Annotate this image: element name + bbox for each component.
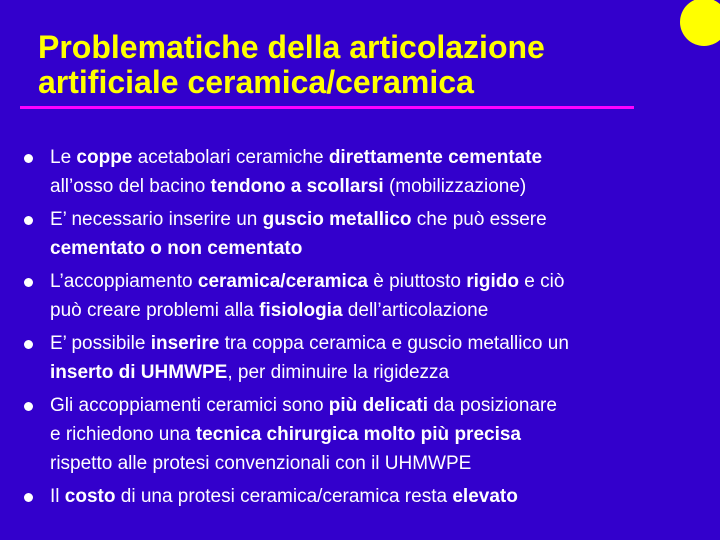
bullet-line	[50, 420, 712, 449]
bullet-emphasis: più delicati	[328, 395, 429, 416]
bullet-line	[50, 172, 712, 201]
bullet-text: rispetto alle protesi convenzionali con il UHMWPE	[50, 453, 472, 474]
bullet-emphasis: inserto di UHMWPE	[50, 362, 228, 383]
bullet-text: (mobilizzazione)	[383, 176, 527, 197]
title-underline-rule	[20, 106, 634, 109]
bullet-line	[50, 234, 712, 263]
bullet-text: acetabolari ceramiche	[132, 147, 329, 168]
bullet-emphasis: ceramica/ceramica	[197, 271, 368, 292]
bullet-text: L’accoppiamento	[50, 271, 198, 292]
bullet-emphasis: tecnica chirurgica molto più precisa	[195, 424, 521, 445]
bullet-text: e ciò	[519, 271, 565, 292]
bullet-line	[50, 205, 712, 234]
bullet-item	[22, 267, 712, 325]
slide-title-line-1: Problematiche della articolazione	[38, 29, 545, 65]
slide-title-line-2: artificiale ceramica/ceramica	[38, 64, 474, 100]
bullet-emphasis: rigido	[466, 271, 519, 292]
corner-circle-decoration	[680, 0, 720, 46]
bullet-text: Il	[50, 486, 65, 507]
bullet-emphasis: cementato o non cementato	[50, 238, 303, 259]
bullet-line	[50, 449, 712, 478]
bullet-line	[50, 296, 712, 325]
bullet-text: può creare problemi alla	[50, 300, 260, 321]
bullet-dot-icon	[24, 340, 33, 349]
bullet-list	[22, 143, 712, 515]
bullet-text: è piuttosto	[367, 271, 467, 292]
bullet-emphasis: costo	[64, 486, 116, 507]
bullet-line	[50, 358, 712, 387]
bullet-item	[22, 482, 712, 511]
bullet-text: E’ possibile	[50, 333, 151, 354]
bullet-line	[50, 482, 712, 511]
bullet-text: dell’articolazione	[342, 300, 489, 321]
bullet-emphasis: direttamente cementate	[328, 147, 543, 168]
bullet-text: di una protesi ceramica/ceramica resta	[115, 486, 453, 507]
bullet-line	[50, 143, 712, 172]
bullet-dot-icon	[24, 402, 33, 411]
slide-title	[38, 30, 658, 100]
bullet-dot-icon	[24, 154, 33, 163]
bullet-text: e richiedono una	[50, 424, 196, 445]
bullet-text: tra coppa ceramica e guscio metallico un	[219, 333, 569, 354]
bullet-text: all’osso del bacino	[50, 176, 211, 197]
bullet-emphasis: tendono a scollarsi	[210, 176, 384, 197]
bullet-item	[22, 329, 712, 387]
bullet-emphasis: guscio metallico	[262, 209, 412, 230]
bullet-text: E’ necessario inserire un	[50, 209, 263, 230]
bullet-dot-icon	[24, 493, 33, 502]
bullet-text: Le	[50, 147, 77, 168]
bullet-item	[22, 391, 712, 478]
bullet-dot-icon	[24, 278, 33, 287]
bullet-text: Gli accoppiamenti ceramici sono	[50, 395, 329, 416]
bullet-item	[22, 205, 712, 263]
bullet-text: che può essere	[411, 209, 547, 230]
bullet-emphasis: coppe	[76, 147, 133, 168]
bullet-line	[50, 267, 712, 296]
bullet-dot-icon	[24, 216, 33, 225]
bullet-text: da posizionare	[428, 395, 557, 416]
bullet-emphasis: elevato	[452, 486, 518, 507]
bullet-item	[22, 143, 712, 201]
bullet-text: , per diminuire la rigidezza	[227, 362, 450, 383]
bullet-emphasis: inserire	[150, 333, 220, 354]
bullet-emphasis: fisiologia	[259, 300, 343, 321]
bullet-line	[50, 391, 712, 420]
bullet-line	[50, 329, 712, 358]
